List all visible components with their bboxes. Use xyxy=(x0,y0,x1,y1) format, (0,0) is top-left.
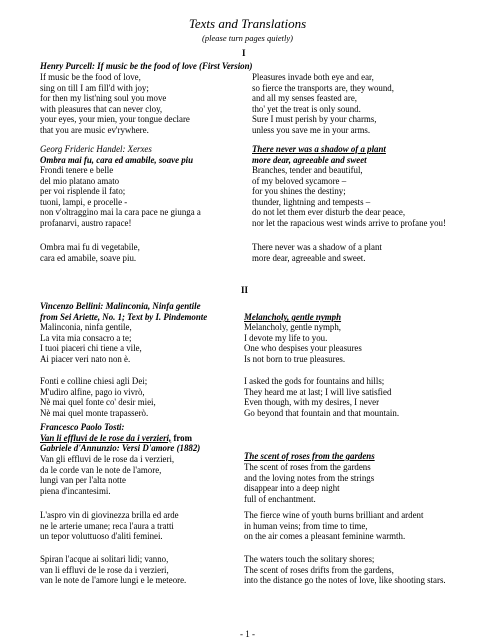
verse-line: disappear into a deep night xyxy=(244,483,340,494)
section-number-two: II xyxy=(241,285,249,295)
verse-line: per voi risplende il fato; xyxy=(40,186,126,197)
bellini-heading-line2: from Sei Ariette, No. 1; Text by I. Pindemonte xyxy=(40,311,208,322)
verse-line: One who despises your pleasures xyxy=(244,343,362,354)
verse-line: Ombra mai fu di vegetabile, xyxy=(40,242,140,252)
verse-line: Go beyond that fountain and that mountain. xyxy=(244,407,400,418)
handel-lyrics-italian-2 xyxy=(40,242,140,263)
verse-line: Branches, tender and beautiful, xyxy=(252,165,363,175)
verse-line: more dear, agreeable and sweet. xyxy=(252,252,366,263)
verse-line: van li effluvi de le rose da i verzieri, xyxy=(40,564,169,575)
verse-line: of my beloved sycamore – xyxy=(252,175,347,186)
tosti-lyrics-italian-3 xyxy=(40,554,186,586)
verse-line: sing on till I am fill'd with joy; xyxy=(40,82,149,93)
purcell-heading: Henry Purcell: If music be the food of love (First Version) xyxy=(40,61,253,71)
bellini-lyrics-english-2 xyxy=(244,376,399,418)
page-title: Texts and Translations xyxy=(188,16,307,31)
tosti-lyrics-italian-2 xyxy=(40,510,179,542)
tosti-lyrics-english xyxy=(244,462,374,504)
verse-line: da le corde van le note de l'amore, xyxy=(40,464,162,475)
handel-lyrics-english xyxy=(252,165,446,229)
verse-line: Pleasures invade both eye and ear, xyxy=(252,72,374,82)
verse-line: van le note de l'amore lungi e le meteore. xyxy=(40,575,187,586)
verse-line: Van gli effluvi de le rose da i verzieri, xyxy=(40,454,175,464)
verse-line: Fonti e colline chiesi agli Dei; xyxy=(40,376,148,386)
page-subtitle: (please turn pages quietly) xyxy=(202,33,293,43)
verse-line: un tepor voluttuoso d'aliti feminei. xyxy=(40,531,163,542)
verse-line: Malinconia, ninfa gentile, xyxy=(40,322,132,332)
verse-line: del mio platano amato xyxy=(40,175,120,186)
verse-line: The waters touch the solitary shores; xyxy=(244,554,375,564)
verse-line: La vita mia consacro a te; xyxy=(40,332,132,343)
handel-title-en-line1: There never was a shadow of a plant xyxy=(252,144,386,154)
tosti-song-title: Van li effluvi de le rose da i verzieri, xyxy=(40,432,172,443)
verse-line: The fierce wine of youth burns brilliant and ardent xyxy=(244,510,424,520)
section-number-one: I xyxy=(242,48,246,58)
verse-line: tuoni, lampi, e procelle - xyxy=(40,196,128,207)
verse-line: and all my senses feasted are, xyxy=(252,93,357,104)
page-number: - 1 - xyxy=(240,629,255,639)
verse-line: on the air comes a pleasant feminine warmth. xyxy=(244,531,406,542)
verse-line: Nè mai quel fonte co' desir miei, xyxy=(40,397,156,408)
bellini-title-english xyxy=(244,312,341,323)
verse-line: ne le arterie umane; reca l'aura a tratti xyxy=(40,520,174,531)
tosti-lyrics-english-3 xyxy=(244,554,446,586)
verse-line: If music be the food of love, xyxy=(40,72,141,82)
tosti-lyrics-italian xyxy=(40,454,174,496)
verse-line: Is not born to true pleasures. xyxy=(244,353,346,364)
verse-line: Nè mai quel monte trapasserò. xyxy=(40,407,149,418)
tosti-lyrics-english-2 xyxy=(244,510,423,542)
purcell-lyrics-continued xyxy=(252,72,394,136)
verse-line: lungi van per l'alta notte xyxy=(40,475,126,486)
verse-line: full of enchantment. xyxy=(244,493,316,504)
verse-line: Even though, with my desires, I never xyxy=(244,397,380,408)
tosti-title-en: The scent of roses from the gardens xyxy=(244,451,375,461)
verse-line: thunder, lightning and tempests – xyxy=(252,196,371,207)
verse-line: tho' yet the treat is only sound. xyxy=(252,103,361,114)
handel-lyrics-italian xyxy=(40,165,201,229)
verse-line: nor let the rapacious west winds arrive to profane you! xyxy=(252,217,446,228)
tosti-title-english xyxy=(244,451,375,462)
verse-line: I devote my life to you. xyxy=(244,332,328,343)
verse-line: Sure I must perish by your charms, xyxy=(252,114,377,125)
tosti-heading xyxy=(40,422,200,454)
verse-line: for you shines the destiny; xyxy=(252,186,346,197)
verse-line: with pleasures that can never cloy, xyxy=(40,103,163,114)
verse-line: They heard me at last; I will live satisfied xyxy=(244,386,392,397)
verse-line: piena d'incantesimi. xyxy=(40,485,111,496)
verse-line: and the loving notes from the strings xyxy=(244,472,375,483)
verse-line: The scent of roses drifts from the gardens, xyxy=(244,564,394,575)
verse-line: profanarvi, austro rapace! xyxy=(40,217,132,228)
verse-line: do not let them ever disturb the dear peace, xyxy=(252,207,406,218)
verse-line: for then my list'ning soul you move xyxy=(40,93,167,104)
verse-line: I asked the gods for fountains and hills; xyxy=(244,376,385,386)
bellini-lyrics-italian-2 xyxy=(40,376,156,418)
verse-line: so fierce the transports are, they wound, xyxy=(252,82,394,93)
verse-line: Melancholy, gentle nymph, xyxy=(244,322,342,332)
verse-line: your eyes, your mien, your tongue declare xyxy=(40,114,190,125)
bellini-lyrics-italian xyxy=(40,322,142,364)
verse-line: M'udiro alfine, pago io vivrò, xyxy=(40,386,145,397)
verse-line: Frondi tenere e belle xyxy=(40,165,114,175)
verse-line: into the distance go the notes of love, like shooting stars. xyxy=(244,575,446,586)
bellini-heading-line1: Vincenzo Bellini: Malinconia, Ninfa gentile xyxy=(40,301,201,311)
verse-line: The scent of roses from the gardens xyxy=(244,462,371,472)
handel-composer: Georg Frideric Handel: Xerxes xyxy=(40,144,152,154)
handel-title-english xyxy=(252,144,386,165)
verse-line: unless you save me in your arms. xyxy=(252,124,371,135)
verse-line: Ai piacer veri nato non è. xyxy=(40,353,131,364)
bellini-title-en: Melancholy, gentle nymph xyxy=(244,312,342,322)
handel-lyrics-english-2 xyxy=(252,242,382,263)
tosti-heading-line3: Gabriele d'Annunzio: Versi D'amore (1882) xyxy=(40,443,201,454)
verse-line: L'aspro vin di giovinezza brilla ed arde xyxy=(40,510,179,520)
handel-heading xyxy=(40,144,193,165)
verse-line: that you are music ev'rywhere. xyxy=(40,124,149,135)
verse-line: cara ed amabile, soave piu. xyxy=(40,252,137,263)
verse-line: I tuoi piaceri chi tiene a vile, xyxy=(40,343,142,354)
bellini-heading xyxy=(40,301,207,322)
purcell-lyrics-italian xyxy=(40,72,190,136)
handel-title-italian: Ombra mai fu, cara ed amabile, soave piu xyxy=(40,154,194,165)
tosti-heading-line1: Francesco Paolo Tosti: xyxy=(40,422,125,432)
verse-line: non v'oltraggino mai la cara pace ne giunga a xyxy=(40,207,201,218)
tosti-heading-from: from xyxy=(171,432,193,443)
verse-line: Spiran l'acque ai solitari lidi; vanno, xyxy=(40,554,169,564)
verse-line: There never was a shadow of a plant xyxy=(252,242,382,252)
tosti-heading-line2 xyxy=(40,433,200,444)
bellini-lyrics-english xyxy=(244,322,362,364)
verse-line: in human veins; from time to time, xyxy=(244,520,368,531)
handel-title-en-line2: more dear, agreeable and sweet xyxy=(252,154,367,165)
